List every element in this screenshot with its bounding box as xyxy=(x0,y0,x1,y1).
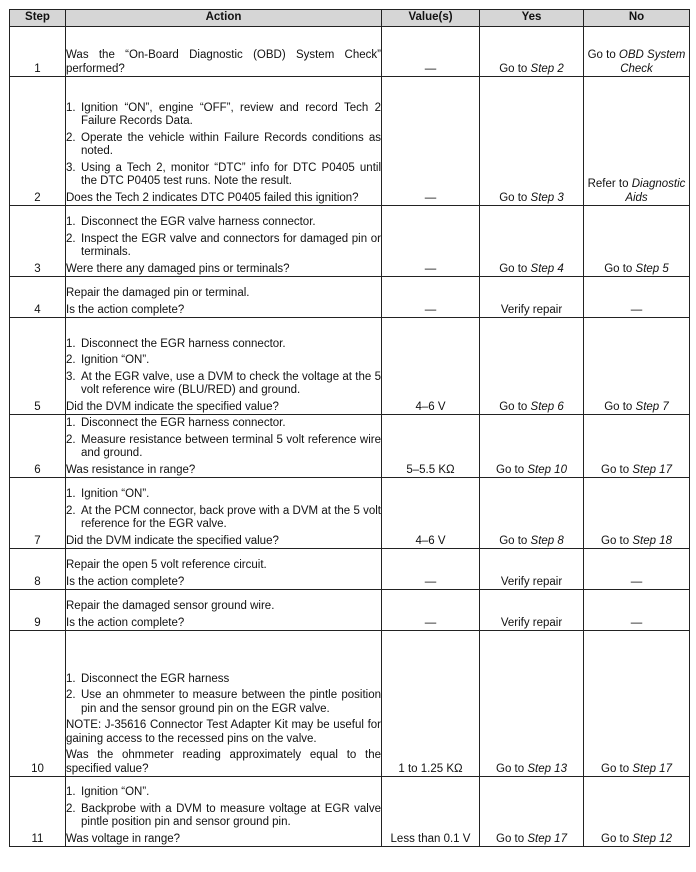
value-cell: 5–5.5 KΩ xyxy=(382,415,480,478)
action-step xyxy=(66,162,381,189)
action-cell xyxy=(66,631,382,777)
yes-cell xyxy=(480,549,584,590)
step-number: 7 xyxy=(10,478,66,549)
action-step xyxy=(66,354,381,368)
action-question: Was voltage in range? xyxy=(66,832,181,845)
yes-cell xyxy=(480,318,584,415)
action-step-text: Ignition “ON”. xyxy=(81,354,150,366)
action-step-text: Use an ohmmeter to measure between the pintle position pin and the sensor ground pin on the EGR valve. xyxy=(81,689,381,715)
yes-reference: Step 3 xyxy=(530,191,564,204)
value-cell: 4–6 V xyxy=(382,478,480,549)
action-step-text: At the PCM connector, back prove with a DVM at the 5 volt reference for the EGR valve. xyxy=(81,504,381,530)
action-step xyxy=(66,216,381,230)
action-cell xyxy=(66,77,382,206)
yes-text: Go to xyxy=(499,191,531,204)
action-step xyxy=(66,338,381,352)
action-step-text: Ignition “ON”. xyxy=(81,488,150,500)
action-step xyxy=(66,233,381,260)
no-cell xyxy=(584,478,690,549)
table-row xyxy=(10,77,690,206)
no-cell xyxy=(584,27,690,77)
yes-cell xyxy=(480,590,584,631)
action-step xyxy=(66,434,381,461)
value-cell: Less than 0.1 V xyxy=(382,777,480,847)
yes-cell xyxy=(480,631,584,777)
action-step-text: Measure resistance between terminal 5 volt reference wire and ground. xyxy=(81,433,381,459)
action-question: Did the DVM indicate the specified value? xyxy=(66,400,279,413)
action-step-text: Ignition “ON”. xyxy=(81,786,150,798)
table-row xyxy=(10,549,690,590)
table-row xyxy=(10,277,690,318)
yes-text: Verify repair xyxy=(500,303,563,316)
table-row xyxy=(10,27,690,77)
table-row xyxy=(10,415,690,478)
action-question: Is the action complete? xyxy=(66,616,185,629)
yes-cell xyxy=(480,777,584,847)
action-question: Does the Tech 2 indicates DTC P0405 failed this ignition? xyxy=(66,191,359,204)
action-step-text: Using a Tech 2, monitor “DTC” info for DTC P0405 until the DTC P0405 test runs. Note the result. xyxy=(81,161,381,187)
step-number: 4 xyxy=(10,277,66,318)
action-step-text: Inspect the EGR valve and connectors for damaged pin or terminals. xyxy=(81,232,381,258)
action-step-number: 2. xyxy=(66,232,76,245)
action-step-text: Disconnect the EGR harness xyxy=(81,672,230,685)
yes-reference: Step 10 xyxy=(527,463,567,476)
no-cell xyxy=(584,631,690,777)
action-step-text: Backprobe with a DVM to measure voltage at EGR valve pintle position pin and sensor ground pin. xyxy=(81,802,381,828)
action-step-number: 1. xyxy=(66,216,76,228)
step-number: 2 xyxy=(10,77,66,206)
yes-text: Go to xyxy=(499,62,531,75)
action-cell xyxy=(66,27,382,77)
action-step-text: Disconnect the EGR harness connector. xyxy=(81,337,286,350)
action-step xyxy=(66,417,381,431)
action-step xyxy=(66,803,381,830)
action-step xyxy=(66,488,381,502)
value-cell: — xyxy=(382,549,480,590)
action-cell xyxy=(66,777,382,847)
table-row xyxy=(10,318,690,415)
action-step xyxy=(66,673,381,687)
action-question: Is the action complete? xyxy=(66,303,185,316)
action-question: Were there any damaged pins or terminals? xyxy=(66,262,290,275)
action-step-number: 2. xyxy=(66,433,76,446)
action-step-text: Disconnect the EGR valve harness connector. xyxy=(81,216,316,228)
action-step xyxy=(66,102,381,129)
yes-reference: Step 2 xyxy=(530,62,564,75)
action-question: Was resistance in range? xyxy=(66,463,196,476)
step-number: 3 xyxy=(10,206,66,277)
yes-reference: Step 13 xyxy=(527,762,567,775)
action-cell xyxy=(66,318,382,415)
value-cell: 1 to 1.25 KΩ xyxy=(382,631,480,777)
step-number: 10 xyxy=(10,631,66,777)
table-body xyxy=(10,27,690,847)
table-row xyxy=(10,590,690,631)
header-row xyxy=(10,10,690,27)
no-cell xyxy=(584,590,690,631)
no-text: Go to xyxy=(601,762,633,775)
no-cell xyxy=(584,77,690,206)
action-step-number: 3. xyxy=(66,370,76,383)
no-cell xyxy=(584,318,690,415)
no-cell xyxy=(584,777,690,847)
no-text: Refer to xyxy=(587,178,632,190)
no-reference: Step 12 xyxy=(632,832,672,845)
action-paragraph: Repair the damaged sensor ground wire. xyxy=(66,600,275,612)
action-question: Did the DVM indicate the specified value? xyxy=(66,534,279,547)
action-step-text: Ignition “ON”, engine “OFF”, review and record Tech 2 Failure Records Data. xyxy=(81,101,381,127)
action-question: Was the “On-Board Diagnostic (OBD) System Check” performed? xyxy=(66,49,381,75)
header-action: Action xyxy=(66,10,382,27)
yes-reference: Step 8 xyxy=(530,534,564,547)
yes-text: Go to xyxy=(499,534,531,547)
no-reference: Step 5 xyxy=(635,262,669,275)
table-row xyxy=(10,777,690,847)
action-paragraph: Repair the damaged pin or terminal. xyxy=(66,287,250,299)
yes-cell xyxy=(480,415,584,478)
yes-text: Verify repair xyxy=(500,616,563,629)
action-step-number: 2. xyxy=(66,354,76,366)
no-cell xyxy=(584,277,690,318)
no-text: Go to xyxy=(604,262,636,275)
header-step: Step xyxy=(10,10,66,27)
yes-cell xyxy=(480,277,584,318)
no-text: — xyxy=(630,616,643,629)
no-text: Go to xyxy=(587,49,619,61)
yes-reference: Step 17 xyxy=(527,832,567,845)
yes-reference: Step 4 xyxy=(530,262,564,275)
action-step-number: 2. xyxy=(66,131,76,144)
no-text: Go to xyxy=(601,463,633,476)
no-reference: Step 17 xyxy=(632,463,672,476)
value-cell: — xyxy=(382,590,480,631)
action-step xyxy=(66,371,381,398)
action-step-number: 1. xyxy=(66,337,76,350)
no-reference: Step 17 xyxy=(632,762,672,775)
action-cell xyxy=(66,415,382,478)
action-cell xyxy=(66,549,382,590)
action-step-number: 1. xyxy=(66,101,76,114)
action-question: Was the ohmmeter reading approximately equal to the specified value? xyxy=(66,749,381,775)
action-step-text: Operate the vehicle within Failure Records conditions as noted. xyxy=(81,131,381,157)
action-cell xyxy=(66,478,382,549)
action-step-number: 1. xyxy=(66,417,76,429)
no-cell xyxy=(584,206,690,277)
action-cell xyxy=(66,206,382,277)
action-cell xyxy=(66,590,382,631)
header-yes: Yes xyxy=(480,10,584,27)
no-reference: OBD System Check xyxy=(618,49,686,75)
action-step xyxy=(66,786,381,800)
header-values: Value(s) xyxy=(382,10,480,27)
yes-cell xyxy=(480,77,584,206)
yes-text: Go to xyxy=(496,832,528,845)
yes-text: Go to xyxy=(496,762,528,775)
value-cell: — xyxy=(382,206,480,277)
action-question: Is the action complete? xyxy=(66,575,185,588)
yes-reference: Step 6 xyxy=(530,400,564,413)
no-reference: Step 18 xyxy=(632,534,672,547)
diagnostic-table xyxy=(9,9,690,847)
no-cell xyxy=(584,549,690,590)
action-step xyxy=(66,689,381,716)
no-text: Go to xyxy=(601,832,633,845)
step-number: 1 xyxy=(10,27,66,77)
action-step-number: 1. xyxy=(66,672,76,685)
no-text: Go to xyxy=(604,400,636,413)
no-text: — xyxy=(630,575,643,588)
table-row xyxy=(10,631,690,777)
step-number: 5 xyxy=(10,318,66,415)
table-row xyxy=(10,206,690,277)
no-reference: Diagnostic Aids xyxy=(625,178,686,204)
value-cell: — xyxy=(382,27,480,77)
action-step-number: 1. xyxy=(66,786,76,798)
action-step-number: 2. xyxy=(66,504,76,517)
yes-text: Go to xyxy=(499,262,531,275)
action-step xyxy=(66,132,381,159)
yes-text: Verify repair xyxy=(500,575,563,588)
value-cell: 4–6 V xyxy=(382,318,480,415)
step-number: 8 xyxy=(10,549,66,590)
action-paragraph: NOTE: J-35616 Connector Test Adapter Kit may be useful for gaining access to the recessed pins on the valve. xyxy=(66,719,381,745)
value-cell: — xyxy=(382,77,480,206)
header-no: No xyxy=(584,10,690,27)
action-step-text: At the EGR valve, use a DVM to check the voltage at the 5 volt reference wire (BLU/RED) and ground. xyxy=(81,370,381,396)
table-row xyxy=(10,478,690,549)
no-reference: Step 7 xyxy=(635,400,669,413)
action-step-number: 1. xyxy=(66,488,76,500)
action-step-number: 2. xyxy=(66,689,76,701)
value-cell: — xyxy=(382,277,480,318)
yes-text: Go to xyxy=(499,400,531,413)
yes-text: Go to xyxy=(496,463,528,476)
action-step-text: Disconnect the EGR harness connector. xyxy=(81,417,286,429)
no-text: Go to xyxy=(601,534,633,547)
step-number: 9 xyxy=(10,590,66,631)
yes-cell xyxy=(480,27,584,77)
action-step-number: 2. xyxy=(66,802,76,815)
step-number: 6 xyxy=(10,415,66,478)
no-text: — xyxy=(630,303,643,316)
yes-cell xyxy=(480,206,584,277)
step-number: 11 xyxy=(10,777,66,847)
action-paragraph: Repair the open 5 volt reference circuit. xyxy=(66,559,267,571)
action-cell xyxy=(66,277,382,318)
action-step-number: 3. xyxy=(66,161,76,174)
no-cell xyxy=(584,415,690,478)
yes-cell xyxy=(480,478,584,549)
action-step xyxy=(66,505,381,532)
